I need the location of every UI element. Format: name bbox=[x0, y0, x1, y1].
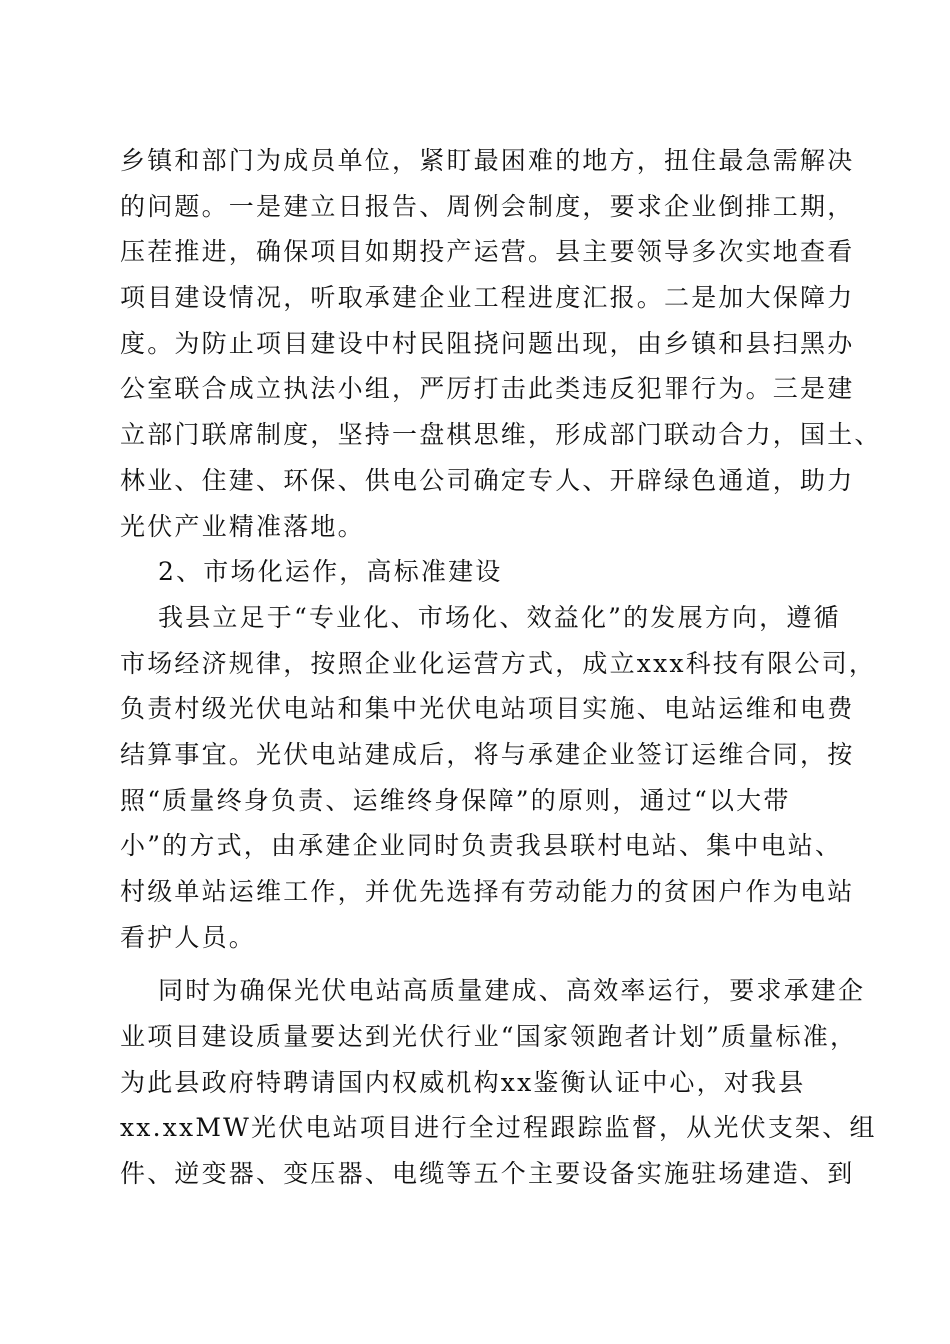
text-line: 我县立足于“专业化、市场化、效益化”的发展方向，遵循 bbox=[158, 602, 841, 632]
text-line: 业项目建设质量要达到光伏行业“国家领跑者计划”质量标准， bbox=[120, 1022, 858, 1052]
text-line: 公室联合成立执法小组，严厉打击此类违反犯罪行为。三是建 bbox=[120, 374, 855, 404]
text-line: 为此县政府特聘请国内权威机构xx鉴衡认证中心，对我县 bbox=[120, 1067, 806, 1097]
text-line: 负责村级光伏电站和集中光伏电站项目实施、电站运维和电费 bbox=[120, 694, 855, 724]
body-text bbox=[120, 138, 882, 1197]
text-line: 市场经济规律，按照企业化运营方式，成立xxx科技有限公司， bbox=[120, 648, 877, 678]
text-line: 林业、住建、环保、供电公司确定专人、开辟绿色通道，助力 bbox=[120, 465, 855, 495]
text-line: 照“质量终身负责、运维终身保障”的原则，通过“以大带 bbox=[120, 785, 791, 815]
text-line: 立部门联席制度，坚持一盘棋思维，形成部门联动合力，国土、 bbox=[120, 420, 882, 450]
text-line: 乡镇和部门为成员单位，紧盯最困难的地方，扭住最急需解决 bbox=[120, 146, 855, 175]
text-line: 光伏产业精准落地。 bbox=[120, 511, 365, 541]
section-heading: 2、市场化运作，高标准建设 bbox=[158, 557, 503, 587]
text-line: 看护人员。 bbox=[120, 922, 257, 952]
text-line: 项目建设情况，听取承建企业工程进度汇报。二是加大保障力 bbox=[120, 283, 855, 313]
text-line: 村级单站运维工作，并优先选择有劳动能力的贫困户作为电站 bbox=[120, 877, 855, 906]
text-line: 同时为确保光伏电站高质量建成、高效率运行，要求承建企 bbox=[158, 976, 866, 1006]
text-line: 的问题。一是建立日报告、周例会制度，要求企业倒排工期， bbox=[120, 191, 855, 221]
text-line: 件、逆变器、变压器、电缆等五个主要设备实施驻场建造、到 bbox=[120, 1159, 855, 1189]
text-line: xx.xxMW光伏电站项目进行全过程跟踪监督，从光伏支架、组 bbox=[120, 1113, 877, 1143]
text-line: 压茬推进，确保项目如期投产运营。县主要领导多次实地查看 bbox=[120, 237, 855, 267]
text-line: 小”的方式，由承建企业同时负责我县联村电站、集中电站、 bbox=[120, 831, 843, 861]
text-line: 结算事宜。光伏电站建成后，将与承建企业签订运维合同，按 bbox=[120, 739, 855, 769]
text-line: 度。为防止项目建设中村民阻挠问题出现，由乡镇和县扫黑办 bbox=[120, 328, 855, 358]
